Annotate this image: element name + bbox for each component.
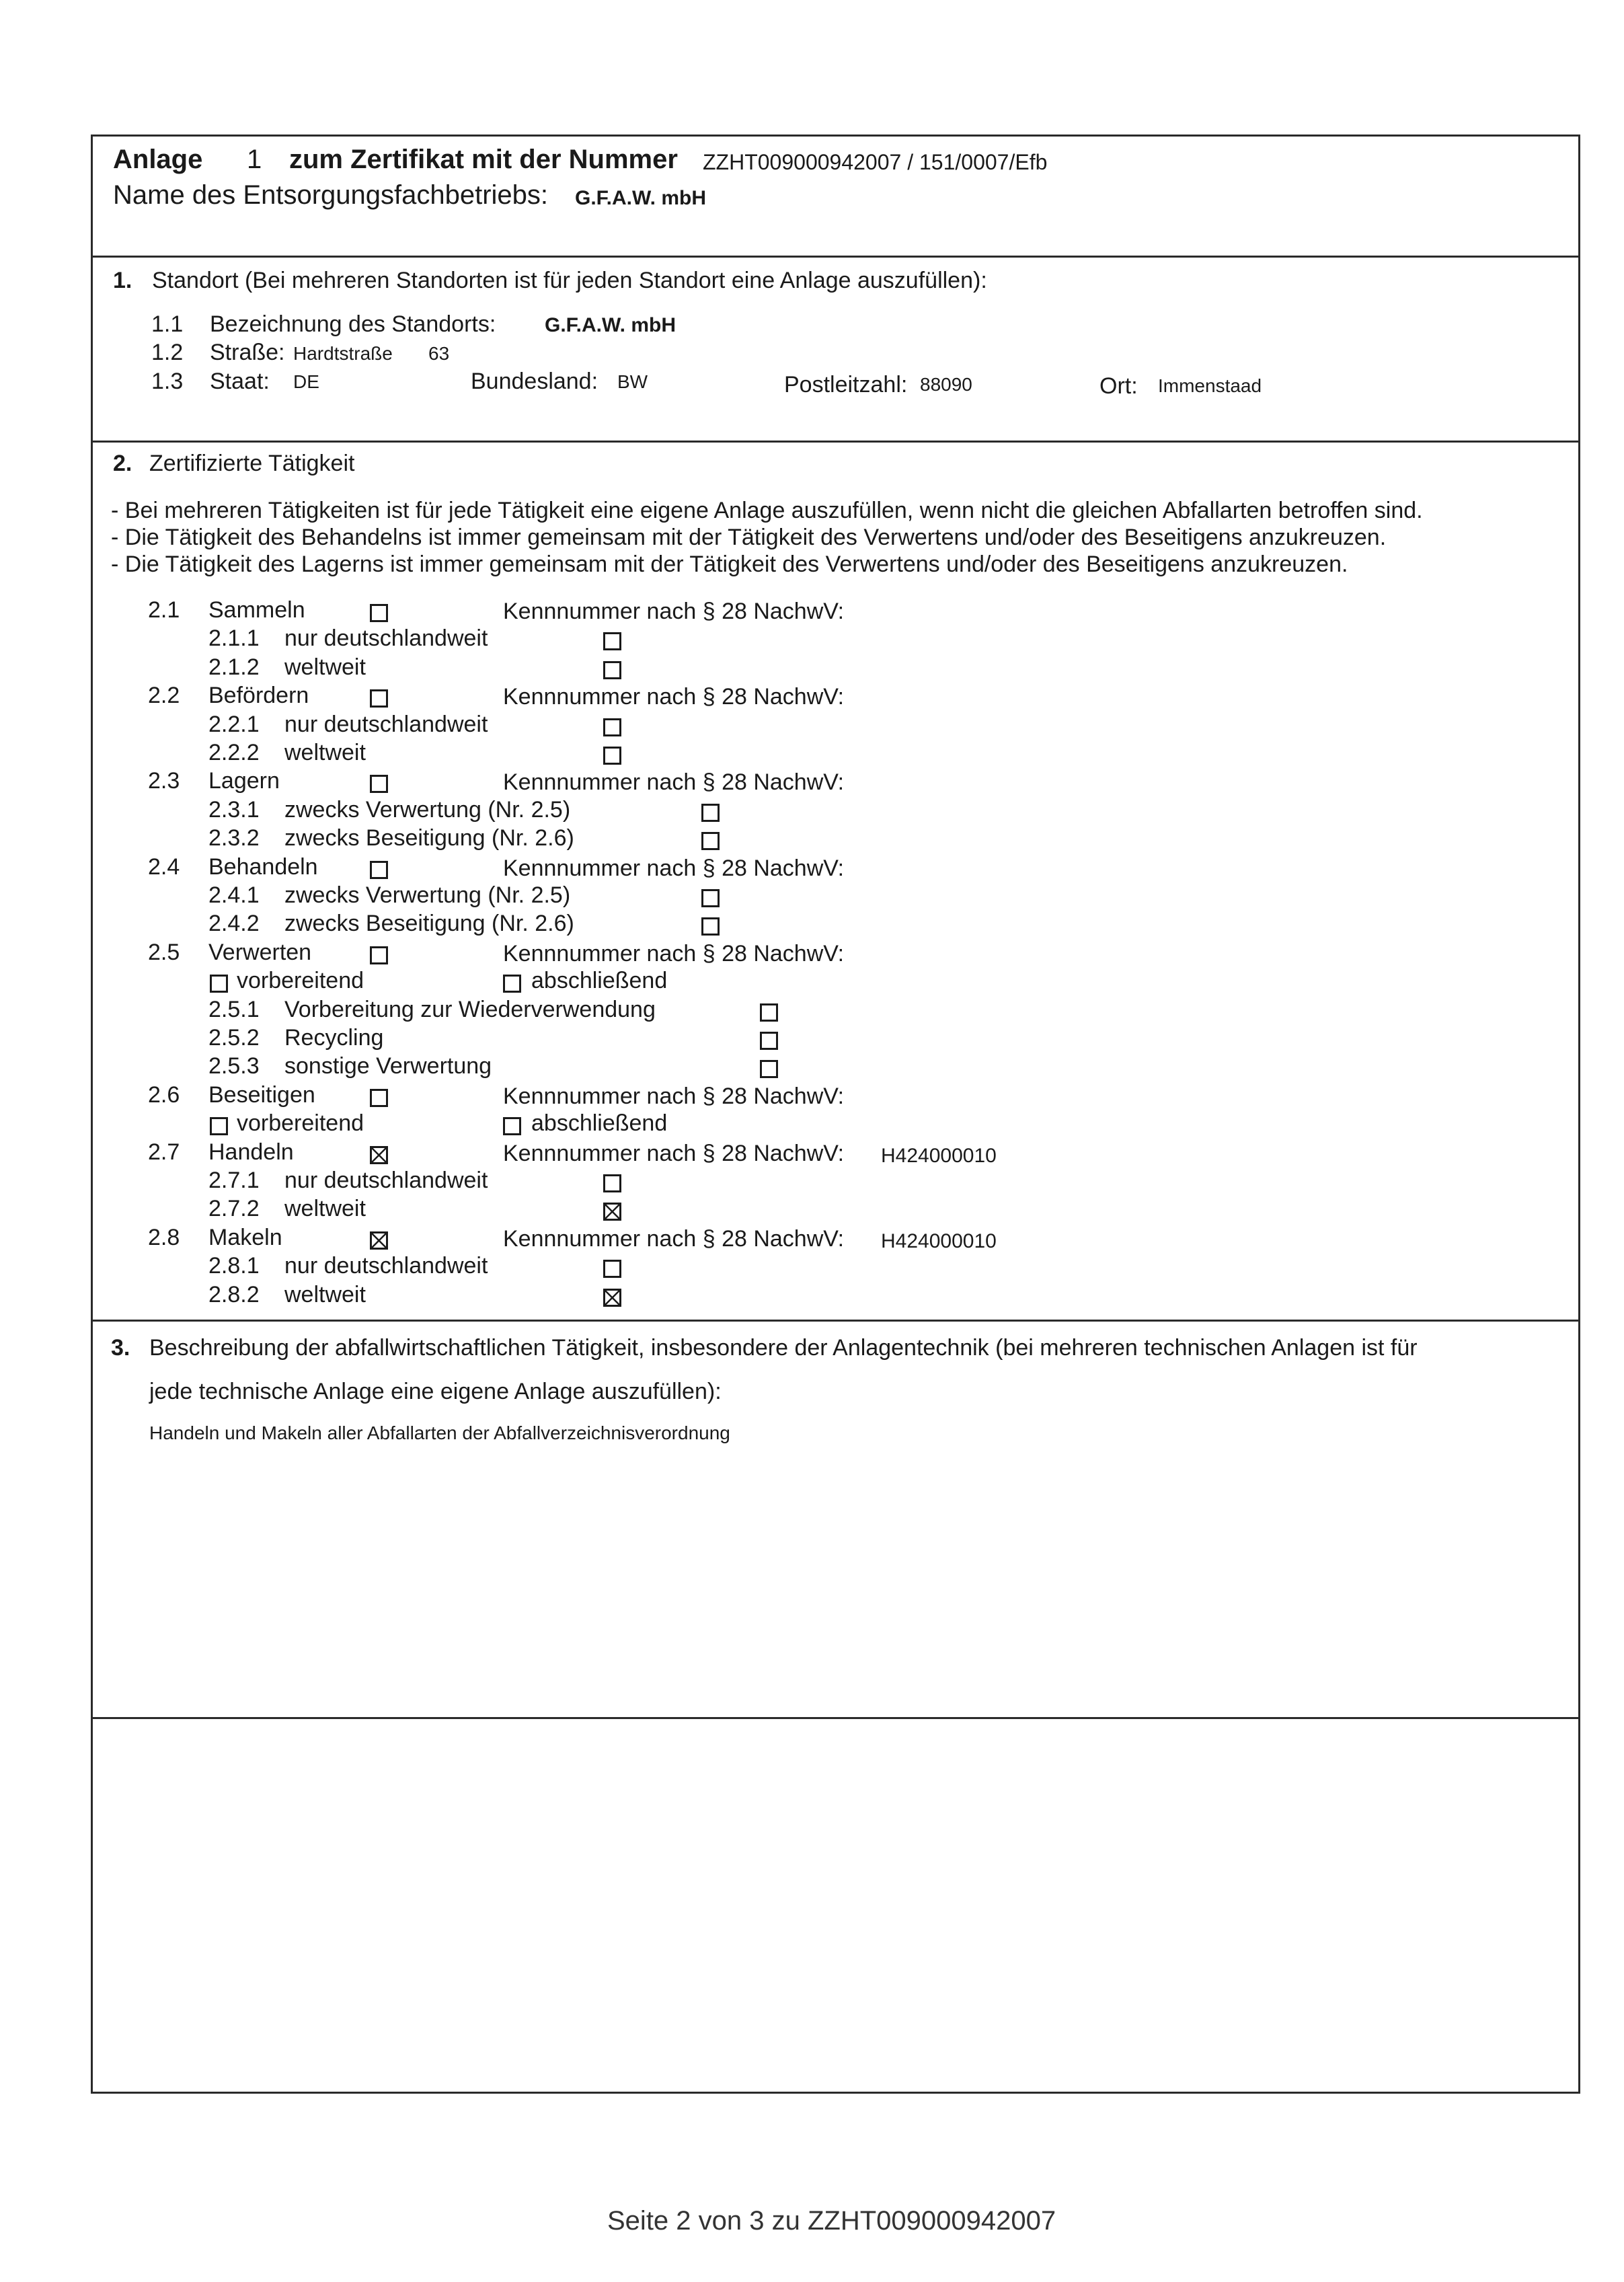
sub-activity-label: nur deutschlandweit: [284, 1253, 488, 1279]
kennnummer-label: Kennnummer nach § 28 NachwV:: [503, 1225, 845, 1252]
abschliessend-checkbox-2.5[interactable]: [503, 975, 521, 993]
sub-activity-number: 2.2.1: [208, 711, 260, 737]
section-1-title: Standort (Bei mehreren Standorten ist für jeden Standort eine Anlage auszufüllen):: [152, 268, 987, 293]
sub-activity-checkbox-2.4.1[interactable]: [701, 889, 720, 907]
divider-header: [91, 256, 1580, 258]
divider-section-3: [91, 1717, 1580, 1719]
sub-activity-checkbox-2.2.1[interactable]: [603, 718, 621, 736]
activity-number: 2.6: [148, 1081, 180, 1108]
sub-activity-number: 2.5.3: [208, 1053, 260, 1079]
vorbereitend-checkbox-2.5[interactable]: [210, 975, 228, 993]
sub-activity-label: weltweit: [284, 654, 366, 680]
kennnummer-value: H424000010: [881, 1144, 997, 1167]
sub-activity-checkbox-2.8.1[interactable]: [603, 1260, 621, 1278]
sub-activity-number: 2.4.2: [208, 911, 260, 937]
section-2-note: - Bei mehreren Tätigkeiten ist für jede Tätigkeit eine eigene Anlage auszufüllen, wenn nicht die gleichen Abfallarten betroffen sind.: [111, 498, 1423, 523]
sub-activity-checkbox-2.2.2[interactable]: [603, 747, 621, 765]
kennnummer-label: Kennnummer nach § 28 NachwV:: [503, 855, 845, 881]
anlage-number: 1: [247, 145, 262, 174]
section-3-number: 3.: [111, 1335, 130, 1361]
activity-number: 2.5: [148, 939, 180, 965]
vorbereitend-label: vorbereitend: [237, 968, 364, 994]
bundesland-label: Bundesland:: [471, 369, 598, 394]
sub-activity-number: 2.5.2: [208, 1025, 260, 1051]
sub-activity-checkbox-2.5.3[interactable]: [760, 1060, 778, 1078]
street-label: Straße:: [210, 340, 285, 365]
section-2-note: - Die Tätigkeit des Behandelns ist immer gemeinsam mit der Tätigkeit des Verwertens und/oder des Beseitigens anzukreuzen.: [111, 525, 1387, 550]
sub-activity-checkbox-2.8.2[interactable]: [603, 1289, 621, 1307]
activity-number: 2.7: [148, 1139, 180, 1165]
section-2-number: 2.: [113, 451, 132, 476]
kennnummer-label: Kennnummer nach § 28 NachwV:: [503, 940, 845, 966]
vorbereitend-checkbox-2.6[interactable]: [210, 1117, 228, 1135]
sub-activity-number: 2.7.1: [208, 1168, 260, 1193]
sub-activity-label: zwecks Verwertung (Nr. 2.5): [284, 796, 571, 823]
activity-label-6: Handeln: [208, 1139, 294, 1165]
activity-label-5: Beseitigen: [208, 1081, 315, 1108]
sub-activity-label: zwecks Verwertung (Nr. 2.5): [284, 882, 571, 908]
activity-label-2: Lagern: [208, 768, 280, 794]
kennnummer-label: Kennnummer nach § 28 NachwV:: [503, 599, 845, 624]
section-3-title: Beschreibung der abfallwirtschaftlichen Tätigkeit, insbesondere der Anlagentechnik (bei mehreren technischen Anlagen ist für: [149, 1335, 1418, 1361]
site-label: Bezeichnung des Standorts:: [210, 311, 496, 337]
sub-activity-number: 2.3.2: [208, 825, 260, 851]
sub-activity-number: 2.5.1: [208, 996, 260, 1022]
sub-activity-checkbox-2.5.2[interactable]: [760, 1032, 778, 1050]
page-footer: Seite 2 von 3 zu ZZHT009000942007: [607, 2206, 1056, 2236]
activity-checkbox-2.4[interactable]: [370, 861, 388, 879]
kennnummer-label: Kennnummer nach § 28 NachwV:: [503, 1140, 845, 1166]
site-number: 1.1: [151, 311, 184, 337]
abschliessend-label: abschließend: [531, 1110, 668, 1137]
sub-activity-checkbox-2.1.1[interactable]: [603, 632, 621, 650]
cross-mark-icon: [605, 1291, 619, 1305]
abschliessend-checkbox-2.6[interactable]: [503, 1117, 521, 1135]
sub-activity-checkbox-2.4.2[interactable]: [701, 917, 720, 936]
divider-section-2: [91, 1320, 1580, 1322]
activity-checkbox-2.5[interactable]: [370, 946, 388, 964]
kennnummer-label: Kennnummer nach § 28 NachwV:: [503, 684, 845, 710]
activity-number: 2.3: [148, 768, 180, 794]
activity-label-3: Behandeln: [208, 853, 318, 880]
sub-activity-label: weltweit: [284, 1281, 366, 1307]
activity-label-0: Sammeln: [208, 597, 305, 623]
kennnummer-label: Kennnummer nach § 28 NachwV:: [503, 769, 845, 796]
house-number: 63: [428, 343, 450, 364]
plz-label: Postleitzahl:: [784, 372, 908, 397]
sub-activity-label: nur deutschlandweit: [284, 625, 488, 652]
sub-activity-number: 2.7.2: [208, 1196, 260, 1222]
activity-checkbox-2.8[interactable]: [370, 1231, 388, 1250]
kennnummer-label: Kennnummer nach § 28 NachwV:: [503, 1083, 845, 1109]
bundesland-value: BW: [617, 371, 648, 392]
sub-activity-number: 2.1.1: [208, 625, 260, 652]
kennnummer-value: H424000010: [881, 1229, 997, 1252]
sub-activity-number: 2.1.2: [208, 654, 260, 680]
company-label: Name des Entsorgungsfachbetriebs:: [113, 180, 549, 210]
activity-checkbox-2.3[interactable]: [370, 775, 388, 793]
activity-description: Handeln und Makeln aller Abfallarten der Abfallverzeichnisverordnung: [149, 1422, 730, 1443]
sub-activity-label: Vorbereitung zur Wiederverwendung: [284, 996, 656, 1022]
activity-checkbox-2.1[interactable]: [370, 604, 388, 622]
plz-value: 88090: [920, 374, 972, 395]
sub-activity-label: weltweit: [284, 1196, 366, 1222]
sub-activity-label: zwecks Beseitigung (Nr. 2.6): [284, 825, 574, 851]
activity-label-1: Befördern: [208, 683, 309, 709]
activity-label-7: Makeln: [208, 1224, 282, 1250]
sub-activity-label: nur deutschlandweit: [284, 1168, 488, 1193]
cross-mark-icon: [605, 1205, 619, 1219]
activity-label-4: Verwerten: [208, 939, 312, 965]
section-2-title: Zertifizierte Tätigkeit: [149, 451, 355, 476]
ort-value: Immenstaad: [1158, 375, 1262, 396]
state-value: DE: [293, 371, 319, 392]
sub-activity-label: weltweit: [284, 740, 366, 765]
section-2-note: - Die Tätigkeit des Lagerns ist immer gemeinsam mit der Tätigkeit des Verwertens und/oder des Beseitigens anzukreuzen.: [111, 552, 1348, 577]
ort-label: Ort:: [1099, 373, 1138, 399]
sub-activity-checkbox-2.5.1[interactable]: [760, 1003, 778, 1022]
street-number: 1.2: [151, 340, 184, 365]
state-number: 1.3: [151, 369, 184, 394]
sub-activity-number: 2.3.1: [208, 796, 260, 823]
sub-activity-number: 2.2.2: [208, 740, 260, 765]
sub-activity-label: nur deutschlandweit: [284, 711, 488, 737]
abschliessend-label: abschließend: [531, 968, 668, 994]
activity-number: 2.2: [148, 683, 180, 709]
section-1-number: 1.: [113, 268, 132, 293]
activity-number: 2.1: [148, 597, 180, 623]
activity-number: 2.4: [148, 853, 180, 880]
sub-activity-checkbox-2.7.1[interactable]: [603, 1174, 621, 1192]
sub-activity-label: Recycling: [284, 1025, 384, 1051]
company-name: G.F.A.W. mbH: [575, 187, 706, 209]
anlage-label: Anlage: [113, 145, 203, 174]
sub-activity-checkbox-2.1.2[interactable]: [603, 661, 621, 679]
sub-activity-label: sonstige Verwertung: [284, 1053, 492, 1079]
state-label: Staat:: [210, 369, 270, 394]
activity-checkbox-2.6[interactable]: [370, 1089, 388, 1107]
section-3-title-continued: jede technische Anlage eine eigene Anlage auszufüllen):: [149, 1379, 722, 1404]
sub-activity-number: 2.8.2: [208, 1281, 260, 1307]
sub-activity-label: zwecks Beseitigung (Nr. 2.6): [284, 911, 574, 937]
sub-activity-checkbox-2.3.1[interactable]: [701, 804, 720, 822]
cross-mark-icon: [372, 1148, 386, 1162]
street-value: Hardtstraße: [293, 343, 393, 364]
sub-activity-number: 2.8.1: [208, 1253, 260, 1279]
certificate-number: ZZHT009000942007 / 151/0007/Efb: [703, 150, 1048, 174]
sub-activity-checkbox-2.3.2[interactable]: [701, 832, 720, 850]
site-value: G.F.A.W. mbH: [545, 314, 676, 336]
certificate-label: zum Zertifikat mit der Nummer: [289, 145, 678, 174]
sub-activity-checkbox-2.7.2[interactable]: [603, 1203, 621, 1221]
sub-activity-number: 2.4.1: [208, 882, 260, 908]
cross-mark-icon: [372, 1233, 386, 1248]
activity-checkbox-2.7[interactable]: [370, 1146, 388, 1164]
activity-checkbox-2.2[interactable]: [370, 689, 388, 708]
activity-number: 2.8: [148, 1224, 180, 1250]
vorbereitend-label: vorbereitend: [237, 1110, 364, 1137]
divider-section-1: [91, 441, 1580, 443]
